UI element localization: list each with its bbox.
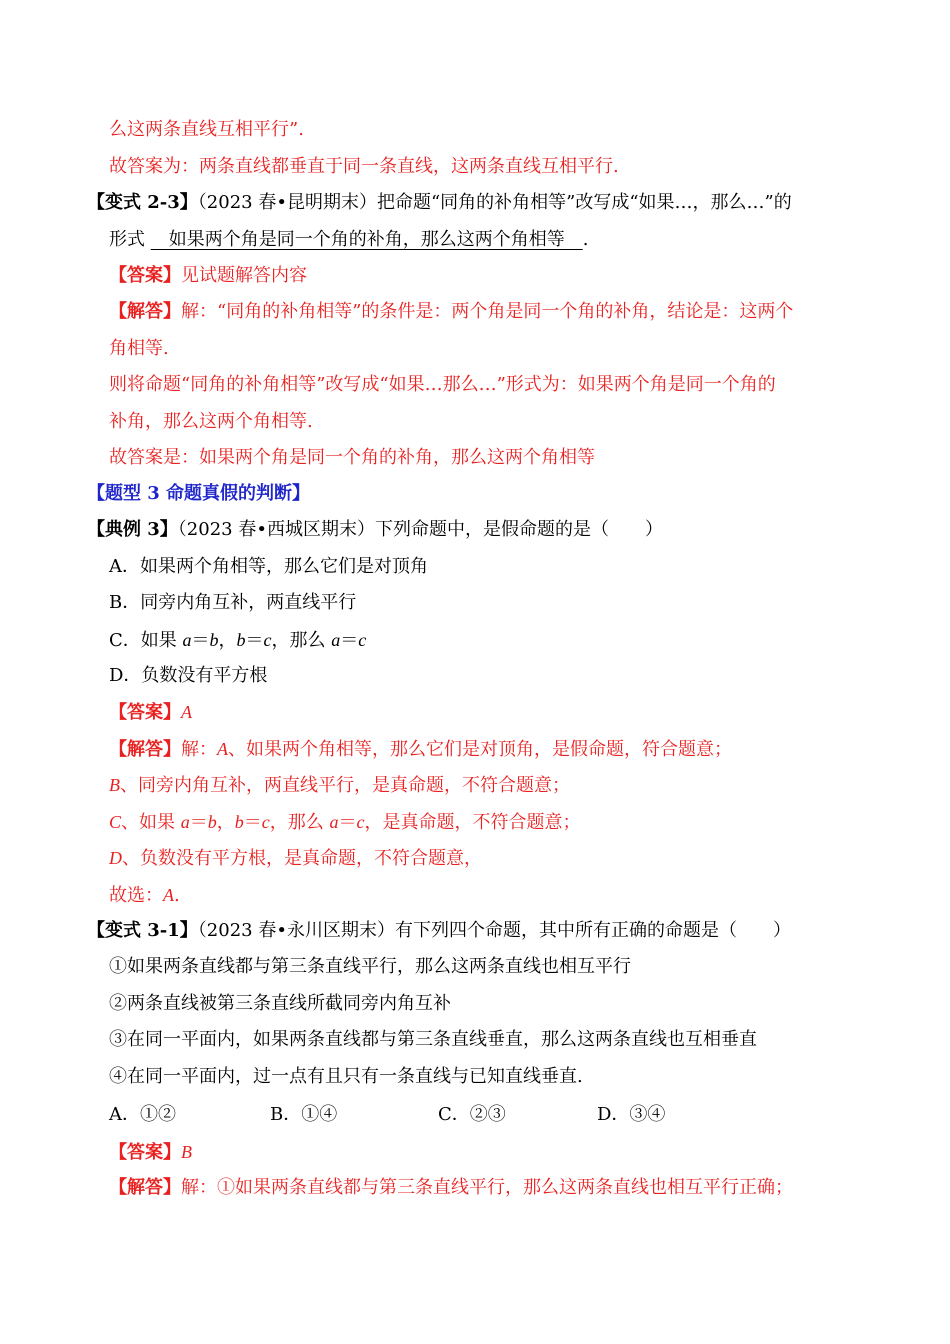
- variant-2-3-question: [87, 191, 792, 215]
- option-c: [109, 628, 366, 653]
- solution-text: 解：①如果两条直线都与第三条直线平行，那么这两条直线也相互平行正确；: [181, 1177, 793, 1198]
- solution-line: [109, 300, 793, 324]
- option-d: D．负数没有平方根: [109, 665, 268, 686]
- solution-line: [109, 883, 180, 908]
- solution-text: 解：: [181, 739, 217, 760]
- form-suffix: .: [582, 229, 589, 250]
- option-b: B．同旁内角互补，两直线平行: [109, 592, 357, 613]
- punct: .: [174, 885, 180, 906]
- option-b: B．①④: [270, 1104, 338, 1125]
- solution-line: [109, 1176, 793, 1200]
- variant-3-1-question: [87, 919, 791, 943]
- solution-line: [109, 810, 580, 835]
- option-letter: B: [109, 775, 120, 795]
- answer-value: B: [181, 1142, 192, 1162]
- proposition-2: ②两条直线被第三条直线所截同旁内角互补: [109, 993, 451, 1014]
- fill-in-answer: 如果两个角是同一个角的补角，那么这两个角相等: [150, 229, 583, 250]
- options-row: [0, 1103, 950, 1127]
- question-text: （2023 春•永川区期末）有下列四个命题，其中所有正确的命题是（ ）: [197, 920, 791, 941]
- form-prefix: 形式: [109, 229, 145, 250]
- question-tag: 【典例 3】: [87, 519, 178, 540]
- question-tag: 【变式 2-3】: [87, 192, 198, 213]
- section-heading: 【题型 3 命题真假的判断】: [87, 483, 311, 504]
- option-a: A．如果两个角相等，那么它们是对顶角: [109, 556, 428, 577]
- math-var: a: [182, 630, 192, 650]
- option-d: D．③④: [597, 1104, 666, 1125]
- answer-tag: 【答案】: [109, 1142, 181, 1163]
- option-c: C．②③: [438, 1104, 506, 1125]
- solution-tag: 【解答】: [109, 301, 181, 322]
- math-var: a: [331, 630, 341, 650]
- math-op: ＝: [189, 812, 208, 833]
- math-var: b: [234, 812, 244, 832]
- punct: ，: [216, 812, 235, 833]
- math-op: ＝: [340, 630, 359, 651]
- solution-line: 故答案是：如果两个角是同一个角的补角，那么这两个角相等: [109, 447, 595, 468]
- answer-line: [109, 700, 192, 725]
- math-var: c: [263, 630, 272, 650]
- answer-text: 见试题解答内容: [181, 265, 307, 286]
- example-3-question: [87, 518, 663, 542]
- solution-text: 、如果: [121, 812, 181, 833]
- option-text: ，那么: [271, 630, 332, 651]
- text-line: 么这两条直线互相平行”.: [109, 119, 304, 140]
- solution-line: [109, 846, 482, 871]
- answer-line: [109, 264, 307, 288]
- option-a: A．①②: [109, 1104, 176, 1125]
- question-text: （2023 春•西城区期末）下列命题中，是假命题的是（ ）: [177, 519, 663, 540]
- math-var: c: [261, 812, 270, 832]
- question-text: （2023 春•昆明期末）把命题“同角的补角相等”改写成“如果…，那么…”的: [197, 192, 792, 213]
- option-letter: D: [109, 848, 122, 868]
- math-var: c: [356, 812, 365, 832]
- solution-line: 角相等.: [109, 338, 169, 359]
- solution-text: 解：“同角的补角相等”的条件是：两个角是同一个角的补角，结论是：这两个: [181, 301, 794, 322]
- answer-value: A: [181, 702, 192, 722]
- answer-line: [109, 1140, 192, 1165]
- option-text: C．如果: [109, 630, 183, 651]
- math-var: c: [358, 630, 367, 650]
- solution-text: 故选：: [109, 885, 163, 906]
- math-op: ＝: [245, 630, 264, 651]
- solution-tag: 【解答】: [109, 739, 181, 760]
- solution-line: 补角，那么这两个角相等.: [109, 411, 313, 432]
- question-tag: 【变式 3-1】: [87, 920, 198, 941]
- solution-line: [109, 737, 732, 762]
- math-var: a: [180, 812, 190, 832]
- solution-text: ，是真命题，不符合题意；: [364, 812, 581, 833]
- proposition-1: ①如果两条直线都与第三条直线平行，那么这两条直线也相互平行: [109, 956, 631, 977]
- proposition-3: ③在同一平面内，如果两条直线都与第三条直线垂直，那么这两条直线也互相垂直: [109, 1029, 757, 1050]
- math-op: ＝: [191, 630, 210, 651]
- text-line: 故答案为：两条直线都垂直于同一条直线，这两条直线互相平行.: [109, 156, 619, 177]
- solution-line: [109, 773, 570, 798]
- math-var: b: [236, 630, 246, 650]
- solution-line: 则将命题“同角的补角相等”改写成“如果…那么…”形式为：如果两个角是同一个角的: [109, 374, 776, 395]
- solution-text: 、负数没有平方根，是真命题，不符合题意，: [122, 848, 482, 869]
- answer-tag: 【答案】: [109, 702, 181, 723]
- solution-text: 、如果两个角相等，那么它们是对顶角，是假命题，符合题意；: [228, 739, 732, 760]
- math-op: ＝: [338, 812, 357, 833]
- solution-text: ，那么: [269, 812, 330, 833]
- solution-tag: 【解答】: [109, 1177, 181, 1198]
- math-op: ＝: [243, 812, 262, 833]
- math-var: a: [329, 812, 339, 832]
- option-letter: C: [109, 812, 122, 832]
- answer-value: A: [163, 885, 174, 905]
- option-letter: A: [217, 739, 228, 759]
- math-var: b: [207, 812, 217, 832]
- math-var: b: [209, 630, 219, 650]
- punct: ，: [218, 630, 237, 651]
- answer-tag: 【答案】: [109, 265, 181, 286]
- proposition-4: ④在同一平面内，过一点有且只有一条直线与已知直线垂直.: [109, 1066, 583, 1087]
- solution-text: 、同旁内角互补，两直线平行，是真命题，不符合题意；: [120, 775, 570, 796]
- variant-2-3-form: [109, 228, 588, 252]
